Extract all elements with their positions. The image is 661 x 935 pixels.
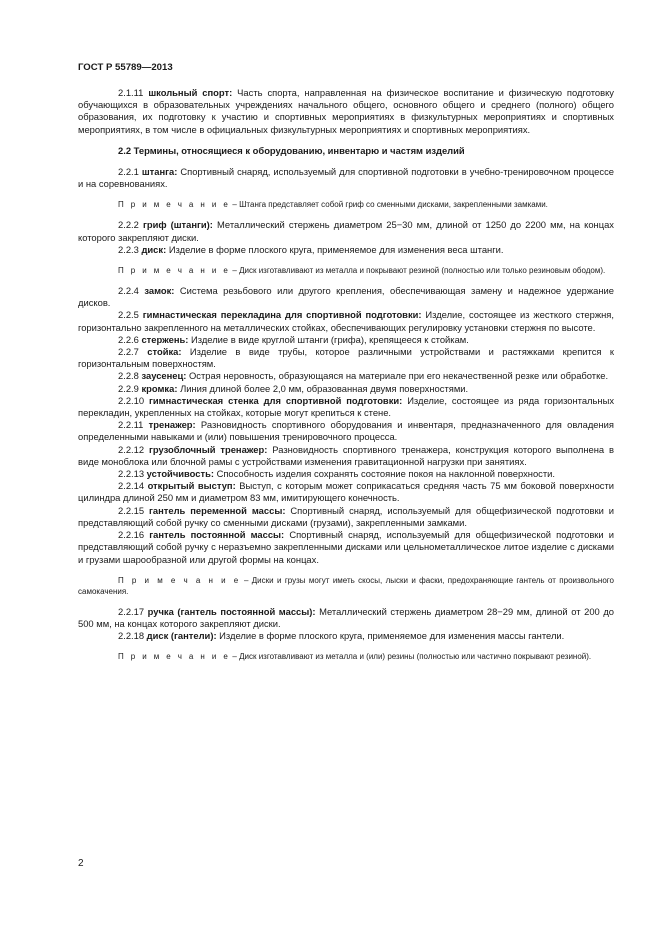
clause-number: 2.2.11 [118,419,149,431]
clause-term: тренажер: [148,419,196,431]
clause-text: Система резьбового или другого крепления, обеспечивающая замену и надежное удержание дисков. [78,285,614,309]
page-number: 2 [78,858,84,869]
clause-number: 2.2.9 [118,382,142,394]
clause-number: 2.2.4 [118,285,145,297]
clause-number: 2.2.5 [118,309,143,321]
note-1 [78,199,614,210]
clause-term: гимнастическая перекладина для спортивной подготовки: [142,309,422,321]
clause-2-2-17 [78,606,614,630]
clause-2-2-15 [78,505,614,529]
clause-number: 2.2.7 [118,346,148,358]
clause-2-2-1 [78,166,614,190]
note-3 [78,575,614,597]
clause-text: Разновидность спортивного тренажера, конструкция которого выполнена в виде моноблока или блочной рамы с устройствами изменения гравитационной нагрузки при занятиях. [78,443,614,467]
clause-number: 2.2.8 [118,370,142,382]
clause-text: Острая неровность, образующаяся на материале при его некачественной резке или обработке. [186,370,609,382]
clause-number: 2.2.15 [118,504,150,516]
clause-text: Изделие в виде трубы, которое различными устройствами и растяжками крепится к горизонтальным поверхностям. [78,346,614,370]
clause-term: гриф (штанги): [142,219,213,231]
clause-2-2-8 [78,370,614,382]
clause-2-2-9 [78,383,614,395]
clause-term: стойка: [147,346,182,358]
clause-term: кромка: [141,382,178,394]
clause-term: гантель переменной массы: [149,504,286,516]
clause-term: гантель постоянной массы: [149,529,285,541]
clause-text: Способность изделия сохранять состояние покоя на наклонной поверхности. [213,468,555,480]
note-label: П р и м е ч а н и е [118,652,231,662]
clause-number: 2.2.16 [118,529,150,541]
clause-term: заусенец: [141,370,187,382]
clause-number: 2.2.14 [118,480,148,492]
clause-term: открытый выступ: [147,480,236,492]
clause-2-2-2 [78,219,614,243]
clause-2-1-11 [78,87,614,136]
note-text: – Штанга представляет собой гриф со сменными дисками, закрепленными замками. [230,200,548,210]
note-label: П р и м е ч а н и е [118,200,231,210]
clause-number: 2.2.10 [118,394,149,406]
clause-2-2-7 [78,346,614,370]
clause-text: Линия длиной более 2,0 мм, образованная двумя поверхностями. [177,382,469,394]
clause-text: Часть спорта, направленная на физическое воспитание и физическую подготовку обучающихся в образовательных учреждениях начального общего, основного общего и среднего (полного) общего образования, их подготовку к участию и спортивных мероприятиях в физкультурных мероприятиях и спортивных мероприятиях, в том числе в официальных физкультурных мероприятиях и спортивных мероприятиях. [78,87,614,135]
clause-text: Изделие в форме плоского круга, применяемое для изменения веса штанги. [166,243,504,255]
clause-number: 2.2.6 [118,333,142,345]
clause-text: Спортивный снаряд, используемый для общефизической подготовки и представляющий собой ручку со сменными дисками (грузами), закрепленными замками. [78,504,614,528]
clause-text: Изделие в виде круглой штанги (грифа), крепящееся к стойкам. [188,333,469,345]
clause-text: Изделие, состоящее из ряда горизонтальных перекладин, укрепленных на стойках, которые могут крепиться к стене. [78,394,615,419]
clause-text: Спортивный снаряд, используемый для спортивной подготовки в учебно-тренировочном процессе и на соревнованиях. [78,166,614,190]
clause-2-2-11 [78,419,614,443]
clause-number: 2.2.18 [118,630,147,642]
section-heading-2-2: 2.2 Термины, относящиеся к оборудованию, инвентарю и частям изделий [118,144,465,156]
clause-2-2-18 [78,630,614,642]
clause-text: Изделие, состоящее из жесткого стержня, горизонтально закрепленного на металлических стойках, обеспечивающих регулировку установки стержня по высоте. [78,309,614,333]
clause-term: грузоблочный тренажер: [148,443,268,455]
clause-term: диск: [141,243,167,255]
clause-number: 2.2.1 [118,166,142,178]
clause-number: 2.1.11 [118,87,149,98]
clause-number: 2.2.13 [118,468,147,480]
clause-term: диск (гантели): [146,630,217,642]
clause-term: замок: [144,285,175,297]
document-header: ГОСТ Р 55789—2013 [78,62,173,73]
clause-2-2-3 [78,244,614,256]
clause-2-2-4 [78,285,614,309]
document-body [78,87,614,662]
note-4 [78,651,614,662]
clause-text: Спортивный снаряд, используемый для общефизической подготовки и представляющий собой ручку с неразъемно закрепленными дисками или цельнометаллическое литое изделие с дисками и грузами шарообразной или другой формы на концах. [78,529,615,565]
clause-term: ручка (гантель постоянной массы): [147,605,316,617]
note-2 [78,265,614,276]
clause-number: 2.2.2 [118,219,143,231]
clause-2-2-5 [78,309,614,333]
clause-2-2-6 [78,334,614,346]
clause-2-2-16 [78,529,614,566]
clause-term: стержень: [141,333,189,345]
clause-text: Металлический стержень диаметром 28−29 мм, длиной от 200 до 500 мм, на концах которого закрепляют диски. [78,605,615,629]
clause-text: Металлический стержень диаметром 25−30 мм, длиной от 1250 до 2200 мм, на концах которого закрепляют диски. [78,219,614,243]
note-label: П р и м е ч а н и е [118,266,231,276]
clause-text: Выступ, с которым может соприкасаться средняя часть 75 мм боковой поверхности цилиндра длиной 250 мм и диаметром 83 мм, имитирующего конечность. [78,480,615,504]
clause-number: 2.2.12 [118,443,149,455]
clause-number: 2.2.3 [118,243,142,255]
clause-text: Изделие в форме плоского круга, применяемое для изменения массы гантели. [216,630,565,642]
clause-text: Разновидность спортивного оборудования и инвентаря, предназначенного для овладения определенными навыками и (или) повышения тренировочного процесса. [78,419,614,443]
note-label: П р и м е ч а н и е [118,575,241,585]
clause-term: школьный спорт: [148,87,233,98]
clause-2-2-13 [78,468,614,480]
clause-term: штанга: [141,166,178,178]
clause-number: 2.2.17 [118,605,148,617]
clause-2-2-10 [78,395,614,419]
note-text: – Диск изготавливают из металла и (или) резины (полностью или частично покрывают резиной). [230,652,592,662]
clause-term: гимнастическая стенка для спортивной подготовки: [148,394,403,406]
note-text: – Диск изготавливают из металла и покрывают резиной (полностью или только резиновым ободом). [230,266,606,276]
clause-2-2-14 [78,480,614,504]
clause-term: устойчивость: [146,468,214,480]
note-text: – Диски и грузы могут иметь скосы, лыски и фаски, предохраняющие гантель от произвольного самокачения. [78,575,614,596]
clause-2-2-12 [78,444,614,468]
